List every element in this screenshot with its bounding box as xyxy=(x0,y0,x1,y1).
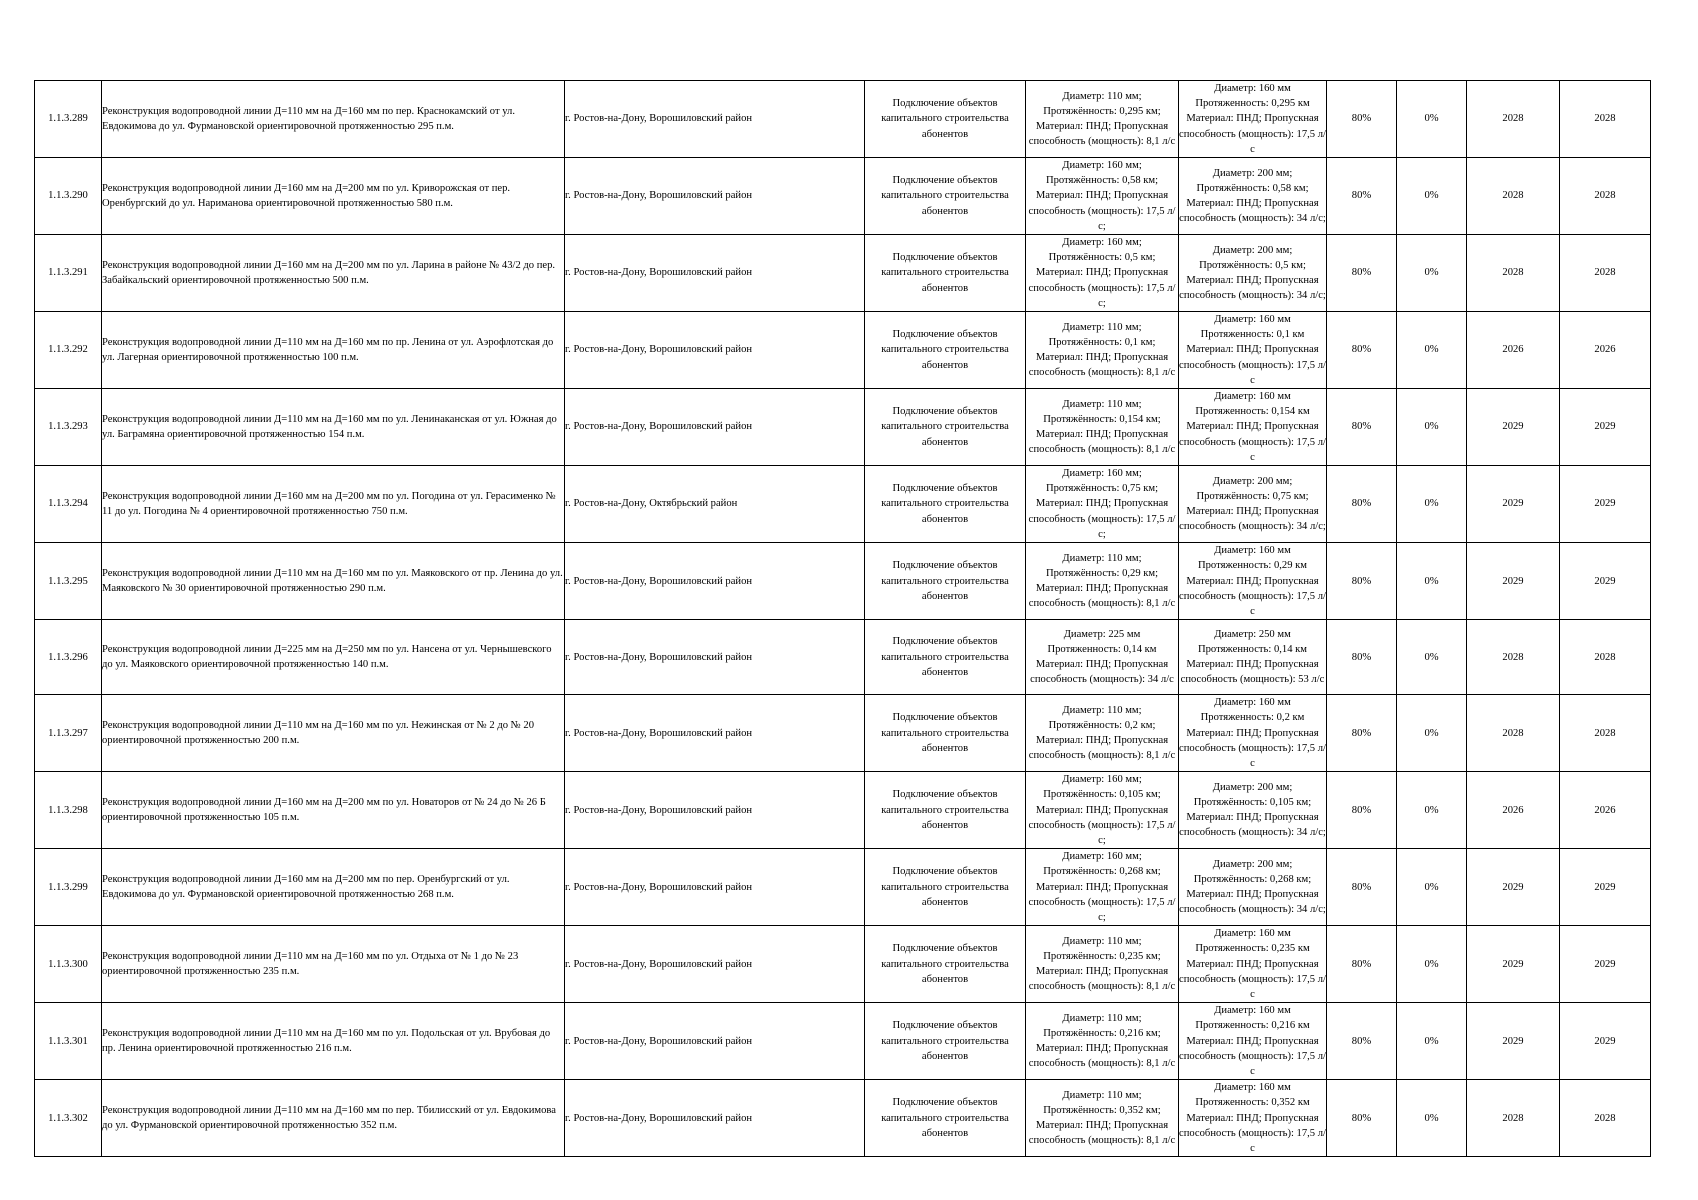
spec-after-cell: Диаметр: 200 мм; Протяжённость: 0,75 км; Материал: ПНД; Пропускная способность (мощность): 34 л/с; xyxy=(1179,466,1327,543)
row-number-cell: 1.1.3.295 xyxy=(35,543,102,620)
purpose-cell: Подключение объектов капитального строительства абонентов xyxy=(865,235,1026,312)
start-year-cell: 2028 xyxy=(1467,158,1560,235)
purpose-cell: Подключение объектов капитального строительства абонентов xyxy=(865,466,1026,543)
percent-cell: 0% xyxy=(1397,235,1467,312)
purpose-cell: Подключение объектов капитального строительства абонентов xyxy=(865,312,1026,389)
project-name-cell: Реконструкция водопроводной линии Д=110 мм на Д=160 мм по пр. Ленина от ул. Аэрофлотская до ул. Лагерная ориентировочной протяженностью 100 п.м. xyxy=(102,312,565,389)
row-number-cell: 1.1.3.289 xyxy=(35,81,102,158)
table-row xyxy=(35,543,1651,620)
spec-before-cell: Диаметр: 225 мм Протяженность: 0,14 км Материал: ПНД; Пропускная способность (мощность): 34 л/с xyxy=(1026,620,1179,695)
row-number-cell: 1.1.3.297 xyxy=(35,695,102,772)
spec-after-cell: Диаметр: 160 мм Протяженность: 0,352 км Материал: ПНД; Пропускная способность (мощность): 17,5 л/с xyxy=(1179,1080,1327,1157)
address-cell: г. Ростов-на-Дону, Ворошиловский район xyxy=(565,543,865,620)
end-year-cell: 2028 xyxy=(1560,620,1651,695)
spec-after-cell: Диаметр: 160 мм Протяженность: 0,2 км Материал: ПНД; Пропускная способность (мощность): 17,5 л/с xyxy=(1179,695,1327,772)
percent-cell: 0% xyxy=(1397,1003,1467,1080)
table-row xyxy=(35,772,1651,849)
spec-before-cell: Диаметр: 110 мм; Протяжённость: 0,216 км; Материал: ПНД; Пропускная способность (мощность): 8,1 л/с xyxy=(1026,1003,1179,1080)
end-year-cell: 2029 xyxy=(1560,466,1651,543)
spec-before-cell: Диаметр: 160 мм; Протяжённость: 0,268 км; Материал: ПНД; Пропускная способность (мощность): 17,5 л/с; xyxy=(1026,849,1179,926)
percent-cell: 0% xyxy=(1397,695,1467,772)
start-year-cell: 2029 xyxy=(1467,543,1560,620)
project-name-cell: Реконструкция водопроводной линии Д=160 мм на Д=200 мм по ул. Ларина в районе № 43/2 до пер. Забайкальский ориентировочной протяженностью 500 п.м. xyxy=(102,235,565,312)
percent-cell: 0% xyxy=(1397,772,1467,849)
percent-cell: 80% xyxy=(1327,543,1397,620)
start-year-cell: 2029 xyxy=(1467,926,1560,1003)
project-name-cell: Реконструкция водопроводной линии Д=110 мм на Д=160 мм по ул. Отдыха от № 1 до № 23 ориентировочной протяженностью 235 п.м. xyxy=(102,926,565,1003)
row-number-cell: 1.1.3.302 xyxy=(35,1080,102,1157)
percent-cell: 0% xyxy=(1397,158,1467,235)
start-year-cell: 2029 xyxy=(1467,849,1560,926)
purpose-cell: Подключение объектов капитального строительства абонентов xyxy=(865,620,1026,695)
percent-cell: 0% xyxy=(1397,81,1467,158)
purpose-cell: Подключение объектов капитального строительства абонентов xyxy=(865,158,1026,235)
percent-cell: 80% xyxy=(1327,1003,1397,1080)
row-number-cell: 1.1.3.296 xyxy=(35,620,102,695)
end-year-cell: 2026 xyxy=(1560,772,1651,849)
percent-cell: 0% xyxy=(1397,466,1467,543)
table-row xyxy=(35,81,1651,158)
percent-cell: 0% xyxy=(1397,620,1467,695)
table-row xyxy=(35,695,1651,772)
row-number-cell: 1.1.3.290 xyxy=(35,158,102,235)
start-year-cell: 2028 xyxy=(1467,235,1560,312)
spec-after-cell: Диаметр: 160 мм Протяженность: 0,235 км Материал: ПНД; Пропускная способность (мощность): 17,5 л/с xyxy=(1179,926,1327,1003)
percent-cell: 80% xyxy=(1327,389,1397,466)
end-year-cell: 2029 xyxy=(1560,849,1651,926)
start-year-cell: 2029 xyxy=(1467,1003,1560,1080)
purpose-cell: Подключение объектов капитального строительства абонентов xyxy=(865,926,1026,1003)
address-cell: г. Ростов-на-Дону, Ворошиловский район xyxy=(565,1080,865,1157)
spec-after-cell: Диаметр: 250 мм Протяженность: 0,14 км Материал: ПНД; Пропускная способность (мощность): 53 л/с xyxy=(1179,620,1327,695)
table-row xyxy=(35,312,1651,389)
spec-after-cell: Диаметр: 200 мм; Протяжённость: 0,58 км; Материал: ПНД; Пропускная способность (мощность): 34 л/с; xyxy=(1179,158,1327,235)
end-year-cell: 2028 xyxy=(1560,81,1651,158)
purpose-cell: Подключение объектов капитального строительства абонентов xyxy=(865,695,1026,772)
end-year-cell: 2029 xyxy=(1560,926,1651,1003)
project-name-cell: Реконструкция водопроводной линии Д=160 мм на Д=200 мм по ул. Криворожская от пер. Оренбургский до ул. Нариманова ориентировочной протяженностью 580 п.м. xyxy=(102,158,565,235)
address-cell: г. Ростов-на-Дону, Ворошиловский район xyxy=(565,926,865,1003)
purpose-cell: Подключение объектов капитального строительства абонентов xyxy=(865,1003,1026,1080)
spec-before-cell: Диаметр: 160 мм; Протяжённость: 0,75 км; Материал: ПНД; Пропускная способность (мощность): 17,5 л/с; xyxy=(1026,466,1179,543)
spec-before-cell: Диаметр: 110 мм; Протяжённость: 0,352 км; Материал: ПНД; Пропускная способность (мощность): 8,1 л/с xyxy=(1026,1080,1179,1157)
end-year-cell: 2028 xyxy=(1560,235,1651,312)
table-body xyxy=(35,81,1651,1157)
address-cell: г. Ростов-на-Дону, Ворошиловский район xyxy=(565,312,865,389)
project-name-cell: Реконструкция водопроводной линии Д=110 мм на Д=160 мм по ул. Нежинская от № 2 до № 20 ориентировочной протяженностью 200 п.м. xyxy=(102,695,565,772)
purpose-cell: Подключение объектов капитального строительства абонентов xyxy=(865,772,1026,849)
address-cell: г. Ростов-на-Дону, Ворошиловский район xyxy=(565,695,865,772)
spec-after-cell: Диаметр: 200 мм; Протяжённость: 0,268 км; Материал: ПНД; Пропускная способность (мощность): 34 л/с; xyxy=(1179,849,1327,926)
start-year-cell: 2028 xyxy=(1467,81,1560,158)
row-number-cell: 1.1.3.301 xyxy=(35,1003,102,1080)
start-year-cell: 2028 xyxy=(1467,695,1560,772)
row-number-cell: 1.1.3.291 xyxy=(35,235,102,312)
percent-cell: 80% xyxy=(1327,926,1397,1003)
project-name-cell: Реконструкция водопроводной линии Д=110 мм на Д=160 мм по ул. Ленинаканская от ул. Южная до ул. Баграмяна ориентировочной протяженностью 154 п.м. xyxy=(102,389,565,466)
percent-cell: 80% xyxy=(1327,81,1397,158)
percent-cell: 80% xyxy=(1327,695,1397,772)
project-name-cell: Реконструкция водопроводной линии Д=160 мм на Д=200 мм по ул. Новаторов от № 24 до № 26 Б ориентировочной протяженностью 105 п.м. xyxy=(102,772,565,849)
percent-cell: 80% xyxy=(1327,235,1397,312)
address-cell: г. Ростов-на-Дону, Ворошиловский район xyxy=(565,81,865,158)
row-number-cell: 1.1.3.298 xyxy=(35,772,102,849)
percent-cell: 0% xyxy=(1397,312,1467,389)
address-cell: г. Ростов-на-Дону, Ворошиловский район xyxy=(565,849,865,926)
row-number-cell: 1.1.3.292 xyxy=(35,312,102,389)
project-name-cell: Реконструкция водопроводной линии Д=160 мм на Д=200 мм по пер. Оренбургский от ул. Евдокимова до ул. Фурмановской ориентировочной протяженностью 268 п.м. xyxy=(102,849,565,926)
table-row xyxy=(35,1080,1651,1157)
end-year-cell: 2028 xyxy=(1560,1080,1651,1157)
address-cell: г. Ростов-на-Дону, Октябрьский район xyxy=(565,466,865,543)
project-name-cell: Реконструкция водопроводной линии Д=110 мм на Д=160 мм по пер. Краснокамский от ул. Евдокимова до ул. Фурмановской ориентировочной протяженностью 295 п.м. xyxy=(102,81,565,158)
spec-after-cell: Диаметр: 160 мм Протяженность: 0,1 км Материал: ПНД; Пропускная способность (мощность): 17,5 л/с xyxy=(1179,312,1327,389)
spec-after-cell: Диаметр: 160 мм Протяженность: 0,295 км Материал: ПНД; Пропускная способность (мощность): 17,5 л/с xyxy=(1179,81,1327,158)
table-row xyxy=(35,389,1651,466)
percent-cell: 80% xyxy=(1327,772,1397,849)
percent-cell: 0% xyxy=(1397,389,1467,466)
purpose-cell: Подключение объектов капитального строительства абонентов xyxy=(865,1080,1026,1157)
spec-before-cell: Диаметр: 110 мм; Протяжённость: 0,1 км; Материал: ПНД; Пропускная способность (мощность): 8,1 л/с xyxy=(1026,312,1179,389)
spec-before-cell: Диаметр: 110 мм; Протяжённость: 0,295 км; Материал: ПНД; Пропускная способность (мощность): 8,1 л/с xyxy=(1026,81,1179,158)
start-year-cell: 2028 xyxy=(1467,1080,1560,1157)
address-cell: г. Ростов-на-Дону, Ворошиловский район xyxy=(565,158,865,235)
spec-before-cell: Диаметр: 160 мм; Протяжённость: 0,58 км; Материал: ПНД; Пропускная способность (мощность): 17,5 л/с; xyxy=(1026,158,1179,235)
percent-cell: 80% xyxy=(1327,849,1397,926)
percent-cell: 80% xyxy=(1327,620,1397,695)
address-cell: г. Ростов-на-Дону, Ворошиловский район xyxy=(565,772,865,849)
table-row xyxy=(35,849,1651,926)
purpose-cell: Подключение объектов капитального строительства абонентов xyxy=(865,389,1026,466)
table-row xyxy=(35,926,1651,1003)
purpose-cell: Подключение объектов капитального строительства абонентов xyxy=(865,543,1026,620)
percent-cell: 80% xyxy=(1327,312,1397,389)
spec-after-cell: Диаметр: 160 мм Протяженность: 0,29 км Материал: ПНД; Пропускная способность (мощность): 17,5 л/с xyxy=(1179,543,1327,620)
start-year-cell: 2029 xyxy=(1467,389,1560,466)
table-row xyxy=(35,620,1651,695)
end-year-cell: 2028 xyxy=(1560,158,1651,235)
spec-before-cell: Диаметр: 110 мм; Протяжённость: 0,235 км; Материал: ПНД; Пропускная способность (мощность): 8,1 л/с xyxy=(1026,926,1179,1003)
table-row xyxy=(35,235,1651,312)
start-year-cell: 2029 xyxy=(1467,466,1560,543)
row-number-cell: 1.1.3.294 xyxy=(35,466,102,543)
spec-before-cell: Диаметр: 110 мм; Протяжённость: 0,154 км; Материал: ПНД; Пропускная способность (мощность): 8,1 л/с xyxy=(1026,389,1179,466)
row-number-cell: 1.1.3.300 xyxy=(35,926,102,1003)
project-name-cell: Реконструкция водопроводной линии Д=225 мм на Д=250 мм по ул. Нансена от ул. Чернышевского до ул. Маяковского ориентировочной протяженностью 140 п.м. xyxy=(102,620,565,695)
percent-cell: 80% xyxy=(1327,466,1397,543)
percent-cell: 0% xyxy=(1397,849,1467,926)
table-row xyxy=(35,1003,1651,1080)
purpose-cell: Подключение объектов капитального строительства абонентов xyxy=(865,849,1026,926)
spec-before-cell: Диаметр: 160 мм; Протяжённость: 0,105 км; Материал: ПНД; Пропускная способность (мощность): 17,5 л/с; xyxy=(1026,772,1179,849)
spec-after-cell: Диаметр: 160 мм Протяженность: 0,216 км Материал: ПНД; Пропускная способность (мощность): 17,5 л/с xyxy=(1179,1003,1327,1080)
row-number-cell: 1.1.3.299 xyxy=(35,849,102,926)
end-year-cell: 2026 xyxy=(1560,312,1651,389)
reconstruction-table xyxy=(34,80,1651,1157)
end-year-cell: 2029 xyxy=(1560,543,1651,620)
end-year-cell: 2028 xyxy=(1560,695,1651,772)
spec-after-cell: Диаметр: 160 мм Протяженность: 0,154 км Материал: ПНД; Пропускная способность (мощность): 17,5 л/с xyxy=(1179,389,1327,466)
address-cell: г. Ростов-на-Дону, Ворошиловский район xyxy=(565,1003,865,1080)
table-row xyxy=(35,466,1651,543)
percent-cell: 80% xyxy=(1327,158,1397,235)
spec-before-cell: Диаметр: 110 мм; Протяжённость: 0,2 км; Материал: ПНД; Пропускная способность (мощность): 8,1 л/с xyxy=(1026,695,1179,772)
address-cell: г. Ростов-на-Дону, Ворошиловский район xyxy=(565,620,865,695)
end-year-cell: 2029 xyxy=(1560,1003,1651,1080)
row-number-cell: 1.1.3.293 xyxy=(35,389,102,466)
percent-cell: 80% xyxy=(1327,1080,1397,1157)
percent-cell: 0% xyxy=(1397,543,1467,620)
project-name-cell: Реконструкция водопроводной линии Д=160 мм на Д=200 мм по ул. Погодина от ул. Герасименко № 11 до ул. Погодина № 4 ориентировочной протяженностью 750 п.м. xyxy=(102,466,565,543)
start-year-cell: 2026 xyxy=(1467,312,1560,389)
start-year-cell: 2028 xyxy=(1467,620,1560,695)
percent-cell: 0% xyxy=(1397,926,1467,1003)
start-year-cell: 2026 xyxy=(1467,772,1560,849)
address-cell: г. Ростов-на-Дону, Ворошиловский район xyxy=(565,389,865,466)
table-row xyxy=(35,158,1651,235)
spec-before-cell: Диаметр: 110 мм; Протяжённость: 0,29 км; Материал: ПНД; Пропускная способность (мощность): 8,1 л/с xyxy=(1026,543,1179,620)
end-year-cell: 2029 xyxy=(1560,389,1651,466)
address-cell: г. Ростов-на-Дону, Ворошиловский район xyxy=(565,235,865,312)
project-name-cell: Реконструкция водопроводной линии Д=110 мм на Д=160 мм по пер. Тбилисский от ул. Евдокимова до ул. Фурмановской ориентировочной протяженностью 352 п.м. xyxy=(102,1080,565,1157)
spec-after-cell: Диаметр: 200 мм; Протяжённость: 0,5 км; Материал: ПНД; Пропускная способность (мощность): 34 л/с; xyxy=(1179,235,1327,312)
percent-cell: 0% xyxy=(1397,1080,1467,1157)
spec-after-cell: Диаметр: 200 мм; Протяжённость: 0,105 км; Материал: ПНД; Пропускная способность (мощность): 34 л/с; xyxy=(1179,772,1327,849)
purpose-cell: Подключение объектов капитального строительства абонентов xyxy=(865,81,1026,158)
project-name-cell: Реконструкция водопроводной линии Д=110 мм на Д=160 мм по ул. Подольская от ул. Врубовая до пр. Ленина ориентировочной протяженностью 216 п.м. xyxy=(102,1003,565,1080)
project-name-cell: Реконструкция водопроводной линии Д=110 мм на Д=160 мм по ул. Маяковского от пр. Ленина до ул. Маяковского № 30 ориентировочной протяженностью 290 п.м. xyxy=(102,543,565,620)
spec-before-cell: Диаметр: 160 мм; Протяжённость: 0,5 км; Материал: ПНД; Пропускная способность (мощность): 17,5 л/с; xyxy=(1026,235,1179,312)
